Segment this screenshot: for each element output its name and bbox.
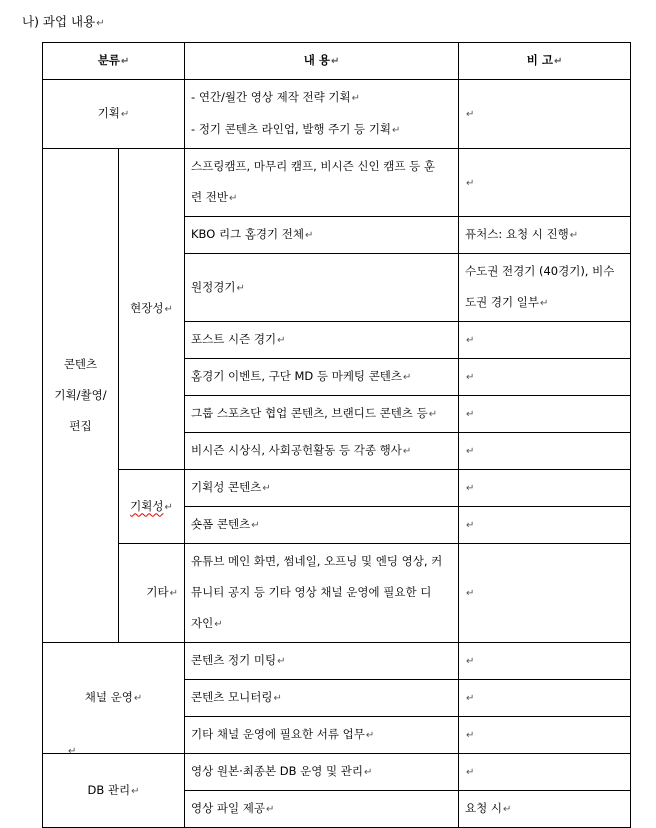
header-note: 비 고↵ <box>459 43 631 80</box>
note-cell: ↵ <box>459 433 631 470</box>
content-line: - 연간/월간 영상 제작 전략 기획↵ <box>191 90 361 104</box>
content-line: 련 전반↵ <box>191 190 238 204</box>
content-cell: 기획성 콘텐츠↵ <box>185 470 459 507</box>
header-content: 내 용↵ <box>185 43 459 80</box>
content-line: 스프링캠프, 마무리 캠프, 비시즌 신인 캠프 등 훈 <box>191 159 435 173</box>
content-cell: 영상 파일 제공↵ <box>185 791 459 828</box>
content-cell: 포스트 시즌 경기↵ <box>185 322 459 359</box>
task-table <box>42 42 631 828</box>
content-line: - 정기 콘텐츠 라인업, 발행 주기 등 기획↵ <box>191 122 401 136</box>
content-cell: 기타 채널 운영에 필요한 서류 업무↵ <box>185 717 459 754</box>
category-content <box>43 149 119 643</box>
note-cell <box>459 254 631 322</box>
category-planning: 기획↵ <box>43 80 185 149</box>
content-cell: KBO 리그 홈경기 전체↵ <box>185 217 459 254</box>
note-cell: ↵ <box>459 680 631 717</box>
content-cell: 원정경기↵ <box>185 254 459 322</box>
subcategory-field: 현장성↵ <box>119 149 185 470</box>
content-cell <box>185 149 459 217</box>
content-cell: 숏폼 콘텐츠↵ <box>185 507 459 544</box>
note-cell: ↵ <box>459 544 631 643</box>
category-content-line: 편집 <box>69 419 92 433</box>
note-cell: ↵ <box>459 470 631 507</box>
table-row-planning <box>43 80 631 149</box>
subcategory-other: 기타↵ <box>119 544 185 643</box>
category-content-line: 콘텐츠 <box>63 357 98 371</box>
content-cell <box>185 544 459 643</box>
content-cell: 그룹 스포츠단 협업 콘텐츠, 브랜디드 콘텐츠 등↵ <box>185 396 459 433</box>
content-cell: 콘텐츠 정기 미팅↵ <box>185 643 459 680</box>
table-header-row <box>43 43 631 80</box>
note-cell: ↵ <box>459 643 631 680</box>
note-line: 수도권 전경기 (40경기), 비수 <box>465 264 615 278</box>
note-cell: ↵ <box>459 322 631 359</box>
table-row <box>43 643 631 680</box>
content-cell: 영상 원본·최종본 DB 운영 및 관리↵ <box>185 754 459 791</box>
header-category: 분류↵ <box>43 43 185 80</box>
note-cell: ↵ <box>459 149 631 217</box>
content-line: 뮤니티 공지 등 기타 영상 채널 운영에 필요한 디 <box>191 585 432 599</box>
note-cell: 퓨처스: 요청 시 진행↵ <box>459 217 631 254</box>
table-row <box>43 470 631 507</box>
content-cell: 비시즌 시상식, 사회공헌활동 등 각종 행사↵ <box>185 433 459 470</box>
note-cell: ↵ <box>459 717 631 754</box>
note-cell: ↵ <box>459 507 631 544</box>
note-cell: ↵ <box>459 359 631 396</box>
category-channel: 채널 운영↵ <box>43 643 185 754</box>
end-paragraph-mark: ↵ <box>68 746 77 757</box>
note-cell: ↵ <box>459 754 631 791</box>
content-line: 유튜브 메인 화면, 썸네일, 오프닝 및 엔딩 영상, 커 <box>191 554 443 568</box>
content-planning <box>185 80 459 149</box>
note-cell: ↵ <box>459 396 631 433</box>
content-line: 자인↵ <box>191 616 223 630</box>
section-heading-text: 나) 과업 내용 <box>22 14 96 29</box>
category-content-line: 기획/촬영/ <box>54 388 107 402</box>
content-cell: 콘텐츠 모니터링↵ <box>185 680 459 717</box>
paragraph-mark: ↵ <box>96 18 105 29</box>
content-cell: 홈경기 이벤트, 구단 MD 등 마케팅 콘텐츠↵ <box>185 359 459 396</box>
section-heading <box>22 12 105 30</box>
note-planning: ↵ <box>459 80 631 149</box>
note-line: 도권 경기 일부↵ <box>465 295 549 309</box>
note-cell: 요청 시↵ <box>459 791 631 828</box>
subcategory-planned: 기획성↵ <box>119 470 185 544</box>
table-row <box>43 544 631 643</box>
table-row <box>43 149 631 217</box>
category-db: DB 관리↵ <box>43 754 185 828</box>
table-row <box>43 754 631 791</box>
